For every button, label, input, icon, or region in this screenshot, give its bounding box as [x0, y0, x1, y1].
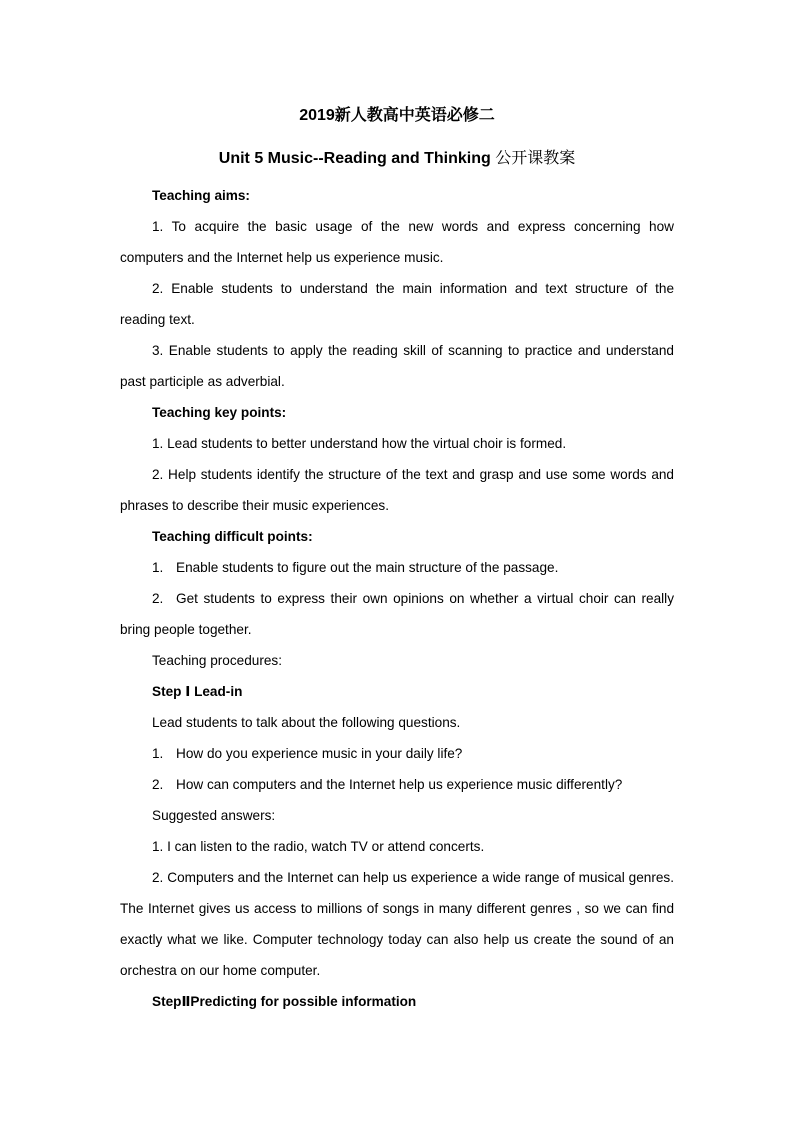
suggested-answers-label: Suggested answers: — [152, 808, 276, 823]
question-item — [120, 738, 674, 769]
list-number: 1. — [152, 560, 164, 575]
step1-intro: Lead students to talk about the following questions. — [152, 715, 461, 730]
list-text: How do you experience music in your daily life? — [176, 746, 463, 761]
aim-item: 3. Enable students to apply the reading skill of scanning to practice and understand past participle as adverbial. — [120, 343, 674, 389]
subtitle-chinese: 公开课教案 — [495, 150, 576, 167]
list-number: 2. — [152, 777, 164, 792]
step2-heading: StepⅡPredicting for possible information — [152, 994, 417, 1009]
list-text: Get students to express their own opinions on whether a virtual choir can really bring people together. — [120, 591, 674, 637]
answer-item: 2. Computers and the Internet can help us experience a wide range of musical genres. The Internet gives us access to millions of songs in many different genres , so we can find exactly what we like. Computer technology today can also help us create the sound of an orchestra on our home computer. — [120, 870, 674, 978]
step1-heading: Step Ⅰ Lead-in — [152, 684, 243, 699]
key-points-heading: Teaching key points: — [152, 405, 287, 420]
question-item — [120, 769, 674, 800]
subtitle-english: Unit 5 Music--Reading and Thinking — [218, 150, 491, 167]
list-number: 2. — [152, 591, 164, 606]
document-title: 2019新人教高中英语必修二 — [299, 107, 495, 124]
procedures-heading: Teaching procedures: — [152, 653, 282, 668]
list-text: How can computers and the Internet help us experience music differently? — [176, 777, 623, 792]
difficult-points-heading: Teaching difficult points: — [152, 529, 313, 544]
aim-item: 2. Enable students to understand the main information and text structure of the reading text. — [120, 281, 674, 327]
difficult-point-item — [120, 583, 674, 645]
document-subtitle — [0, 149, 794, 169]
list-number: 1. — [152, 746, 164, 761]
list-text: Enable students to figure out the main structure of the passage. — [176, 560, 559, 575]
teaching-aims-heading: Teaching aims: — [152, 188, 250, 203]
answer-item: 1. I can listen to the radio, watch TV or attend concerts. — [152, 839, 485, 854]
aim-item: 1. To acquire the basic usage of the new words and express concerning how computers and the Internet help us experience music. — [120, 219, 674, 265]
difficult-point-item — [120, 552, 674, 583]
key-point-item: 2. Help students identify the structure of the text and grasp and use some words and phrases to describe their music experiences. — [120, 467, 674, 513]
document-body — [120, 180, 674, 1017]
key-point-item: 1. Lead students to better understand how the virtual choir is formed. — [152, 436, 567, 451]
